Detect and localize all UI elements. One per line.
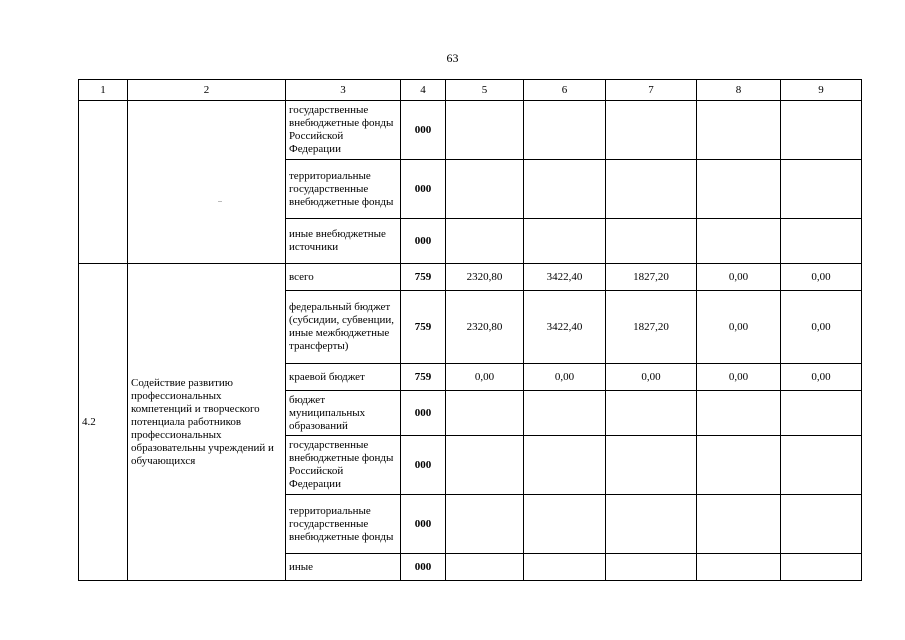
page-number: 63 [446, 51, 459, 65]
value-cell [446, 160, 524, 219]
budget-code: 000 [401, 160, 446, 219]
value-cell [781, 101, 862, 160]
value-cell [446, 391, 524, 436]
column-header-row [79, 80, 862, 101]
budget-code: 000 [401, 391, 446, 436]
column-header: 7 [606, 80, 697, 101]
funding-source: краевой бюджет [286, 364, 401, 391]
column-header: 6 [524, 80, 606, 101]
value-cell [524, 436, 606, 495]
budget-code: 000 [401, 219, 446, 264]
value-cell: 1827,20 [606, 291, 697, 364]
column-header: 1 [79, 80, 128, 101]
budget-table [78, 79, 862, 581]
value-cell [697, 391, 781, 436]
table-row [79, 101, 862, 160]
value-cell [781, 219, 862, 264]
budget-code: 000 [401, 436, 446, 495]
value-cell [524, 219, 606, 264]
value-cell: 0,00 [781, 291, 862, 364]
value-cell: 3422,40 [524, 264, 606, 291]
funding-source: иные внебюджетные источники [286, 219, 401, 264]
budget-code: 000 [401, 495, 446, 554]
value-cell: 0,00 [697, 364, 781, 391]
value-cell [524, 391, 606, 436]
value-cell [781, 160, 862, 219]
value-cell: 0,00 [781, 264, 862, 291]
table-row [79, 264, 862, 291]
value-cell [524, 101, 606, 160]
item-number: 4.2 [79, 264, 128, 581]
value-cell [606, 436, 697, 495]
item-description-cell [128, 101, 286, 264]
value-cell [446, 101, 524, 160]
column-header: 2 [128, 80, 286, 101]
value-cell: 2320,80 [446, 264, 524, 291]
value-cell: 0,00 [446, 364, 524, 391]
funding-source: государственные внебюджетные фонды Российской Федерации [286, 101, 401, 160]
value-cell [697, 160, 781, 219]
column-header: 8 [697, 80, 781, 101]
budget-code: 759 [401, 364, 446, 391]
value-cell [606, 101, 697, 160]
value-cell: 0,00 [697, 264, 781, 291]
funding-source: территориальные государственные внебюджетные фонды [286, 495, 401, 554]
value-cell [446, 495, 524, 554]
funding-source: всего [286, 264, 401, 291]
value-cell [781, 436, 862, 495]
item-number-cell [79, 101, 128, 264]
value-cell [697, 436, 781, 495]
value-cell [524, 495, 606, 554]
value-cell [524, 554, 606, 581]
funding-source: бюджет муниципальных образований [286, 391, 401, 436]
value-cell: 0,00 [781, 364, 862, 391]
value-cell [446, 219, 524, 264]
value-cell [781, 554, 862, 581]
value-cell [606, 495, 697, 554]
value-cell [781, 391, 862, 436]
item-description: Содействие развитию профессиональных компетенций и творческого потенциала работников профессиональных образовательны учреждений и обучающихся [128, 264, 286, 581]
value-cell [697, 495, 781, 554]
column-header: 9 [781, 80, 862, 101]
value-cell: 1827,20 [606, 264, 697, 291]
funding-source: федеральный бюджет (субсидии, субвенции, иные межбюджетные трансферты) [286, 291, 401, 364]
budget-code: 000 [401, 101, 446, 160]
scan-artifact [218, 201, 222, 202]
value-cell [697, 219, 781, 264]
funding-source: территориальные государственные внебюджетные фонды [286, 160, 401, 219]
budget-code: 759 [401, 291, 446, 364]
value-cell: 2320,80 [446, 291, 524, 364]
column-header: 5 [446, 80, 524, 101]
value-cell [606, 554, 697, 581]
value-cell [446, 436, 524, 495]
value-cell [697, 554, 781, 581]
value-cell [781, 495, 862, 554]
value-cell: 0,00 [524, 364, 606, 391]
value-cell [606, 219, 697, 264]
column-header: 3 [286, 80, 401, 101]
funding-source: иные [286, 554, 401, 581]
value-cell: 3422,40 [524, 291, 606, 364]
value-cell [446, 554, 524, 581]
value-cell [606, 160, 697, 219]
value-cell [606, 391, 697, 436]
value-cell [524, 160, 606, 219]
budget-code: 759 [401, 264, 446, 291]
value-cell: 0,00 [606, 364, 697, 391]
column-header: 4 [401, 80, 446, 101]
funding-source: государственные внебюджетные фонды Российской Федерации [286, 436, 401, 495]
budget-code: 000 [401, 554, 446, 581]
value-cell: 0,00 [697, 291, 781, 364]
value-cell [697, 101, 781, 160]
